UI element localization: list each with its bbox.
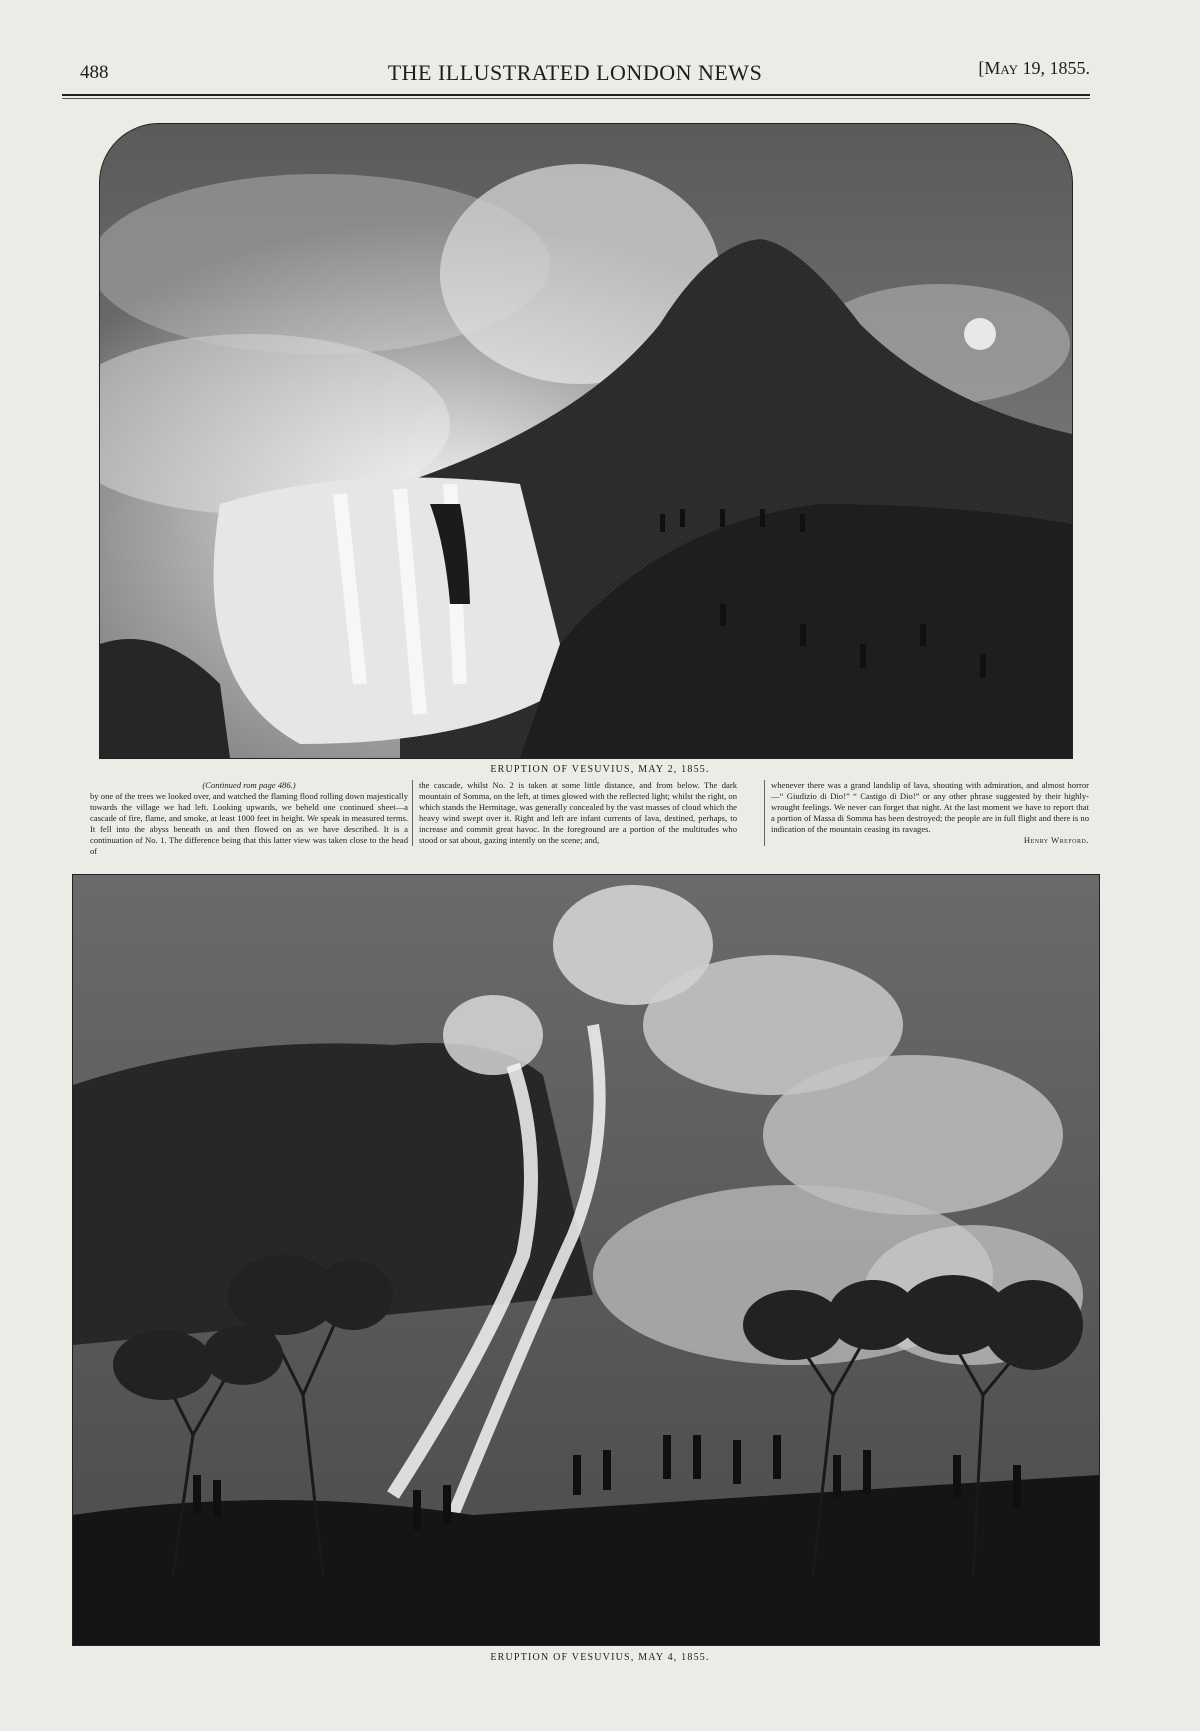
column-2-text: the cascade, whilst No. 2 is taken at some little distance, and from below. The dark mountain of Somma, on the left, at times glowed with the reflected light; whilst the right, on which stands the Hermitage, was generally concealed by the vast masses of cloud which the heavy wind swept over it. Right and left are infant currents of lava, destined, perhaps, to increase and commit great havoc. In the foreground are a portion of the multitudes who stood or sat about, gazing intently on the scene; and, (419, 780, 737, 845)
paper-title: THE ILLUSTRATED LONDON NEWS (387, 60, 763, 85)
issue-date: [May 19, 1855. (978, 58, 1090, 78)
article-column-1 (90, 780, 408, 857)
continued-note: (Continued rom page 486.) (202, 780, 296, 790)
engraving-eruption-may-2 (99, 123, 1073, 759)
masthead-rule (62, 94, 1090, 96)
engraving-illustration (73, 875, 1099, 1645)
masthead-rule-thin (62, 98, 1090, 99)
author-signature: Henry Wreford. (1023, 835, 1089, 845)
caption-engraving-2: ERUPTION OF VESUVIUS, MAY 4, 1855. (490, 1652, 710, 1663)
engraving-illustration (100, 124, 1072, 758)
column-1-text: by one of the trees we looked over, and watched the flaming flood rolling down majestically towards the village we had left. Looking upwards, we beheld one continued sheet—a cascade of fire, flame, and smoke, at least 1000 feet in height. We speak in measured terms. It fell into the abyss beneath us and then flowed on as we have described. It is a continuation of No. 1. The difference being that this latter view was taken close to the head of (90, 791, 408, 856)
article-column-2 (412, 780, 737, 846)
engraving-eruption-may-4 (72, 874, 1100, 1646)
article-column-3 (764, 780, 1089, 846)
caption-engraving-1: ERUPTION OF VESUVIUS, MAY 2, 1855. (490, 764, 710, 775)
column-3-text: whenever there was a grand landslip of lava, shouting with admiration, and almost horror—“ Giudizio di Dio!” “ Castigo di Dio!” or any other phrase suggested by their highly-wrought feelings. We never can forget that night. At the last moment we have to report that a portion of Massa di Somma has been destroyed; the people are in full flight and there is no indication of the mountain ceasing its ravages. (771, 780, 1089, 834)
masthead (60, 56, 1090, 96)
page-number: 488 (80, 62, 109, 83)
article-columns (90, 780, 1100, 870)
